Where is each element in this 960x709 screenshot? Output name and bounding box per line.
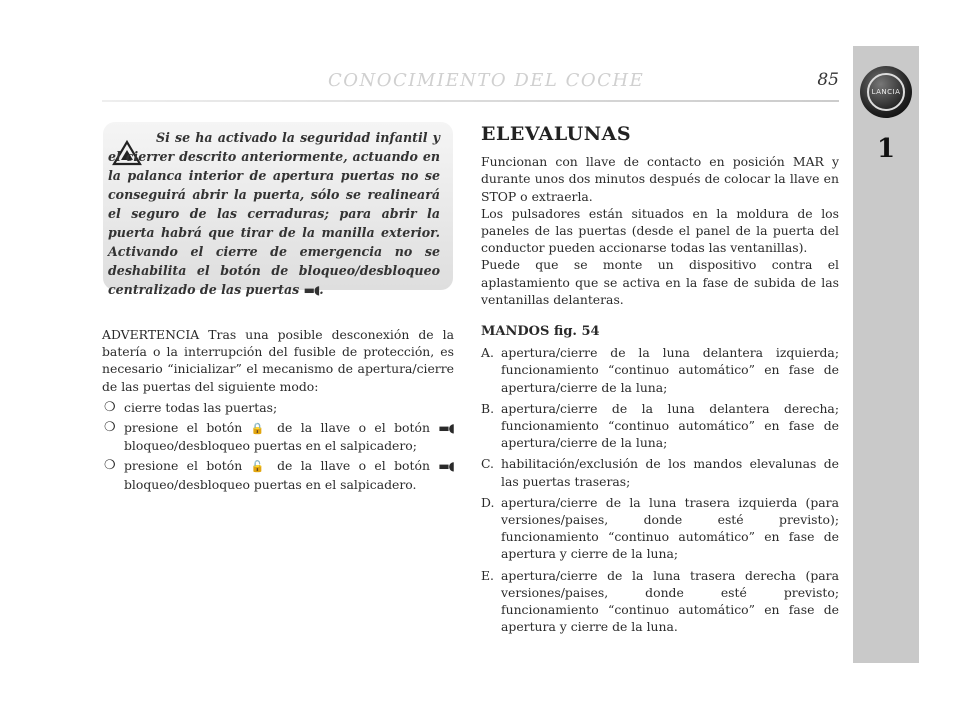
list-item: D. apertura/cierre de la luna trasera izquierda (para versiones/paises, donde esté previsto); funcionamiento “continuo automático” en fase de apertura y cierre de la luna; [481, 494, 839, 562]
paragraph: Puede que se monte un dispositivo contra el aplastamiento que se activa en la fase de subida de las ventanillas delanteras. [481, 257, 839, 307]
chapter-number: 1 [876, 134, 896, 164]
central-lock-button-icon: ▬◖ [303, 283, 320, 297]
section-heading: ELEVALUNAS [481, 123, 632, 145]
paragraph: Los pulsadores están situados en la moldura de los paneles de las puertas (desde el panel de la puerta del conductor pueden accionarse todas las ventanillas). [481, 205, 839, 256]
central-lock-button-icon: ▬◖ [438, 421, 454, 436]
advertencia-paragraph: ADVERTENCIA Tras una posible desconexión de la batería o la interrupción del fusible de protección, es necesario “inicializar” el mecanismo de apertura/cierre de las puertas del siguiente modo: [102, 327, 454, 394]
warning-text: Si se ha activado la seguridad infantil y el cierrer descrito anteriormente, actuando en la palanca interior de apertura puertas no se conseguirá abrir la puerta, sólo se realineará el seguro de las cerraduras; para abrir la puerta habrá que tirar de la manilla exterior. Activando el cierre de emergencia no se deshabilita el botón de bloqueo/desbloqueo centralizado de las puertas ▬◖. [108, 130, 440, 297]
central-lock-button-icon: ▬◖ [438, 459, 454, 474]
paragraph: Funcionan con llave de contacto en posición MAR y durante unos dos minutos después de colocar la llave en STOP o extraerla. [481, 154, 839, 204]
list-item: A. apertura/cierre de la luna delantera izquierda; funcionamiento “continuo automático” en fase de apertura/cierre de la luna; [481, 345, 839, 395]
padlock-icon: 🔓 [250, 460, 269, 474]
bullet-icon: ❍ [104, 399, 116, 415]
header-title: CONOCIMIENTO DEL COCHE [328, 70, 645, 91]
list-item: ❍ presione el botón 🔓 de la llave o el botón ▬◖ bloqueo/desbloqueo puertas en el salpicadero. [104, 458, 454, 492]
header-rule [102, 100, 839, 102]
page-header [102, 70, 839, 92]
list-item: ❍ presione el botón 🔒 de la llave o el botón ▬◖ bloqueo/desbloqueo puertas en el salpicadero; [104, 420, 454, 454]
bullet-icon: ❍ [104, 458, 116, 474]
list-item: C. habilitación/exclusión de los mandos elevalunas de las puertas traseras; [481, 456, 839, 489]
list-item: ❍ cierre todas las puertas; [104, 399, 278, 415]
page-number: 85 [817, 70, 839, 90]
controls-list [481, 344, 839, 635]
logo-text: LANCIA [871, 88, 901, 96]
init-steps [102, 399, 454, 493]
bullet-icon: ❍ [104, 420, 116, 436]
padlock-icon: 🔒 [250, 422, 269, 436]
list-item: E. apertura/cierre de la luna trasera derecha (para versiones/paises, donde esté previsto; funcionamiento “continuo automático” en fase de apertura y cierre de la luna. [481, 567, 839, 635]
right-column [481, 123, 839, 639]
list-item: B. apertura/cierre de la luna delantera derecha; funcionamiento “continuo automático” en fase de apertura/cierre de la luna; [481, 400, 839, 451]
lancia-logo [860, 66, 912, 118]
subheading: MANDOS fig. 54 [481, 324, 600, 340]
left-column [102, 326, 454, 496]
